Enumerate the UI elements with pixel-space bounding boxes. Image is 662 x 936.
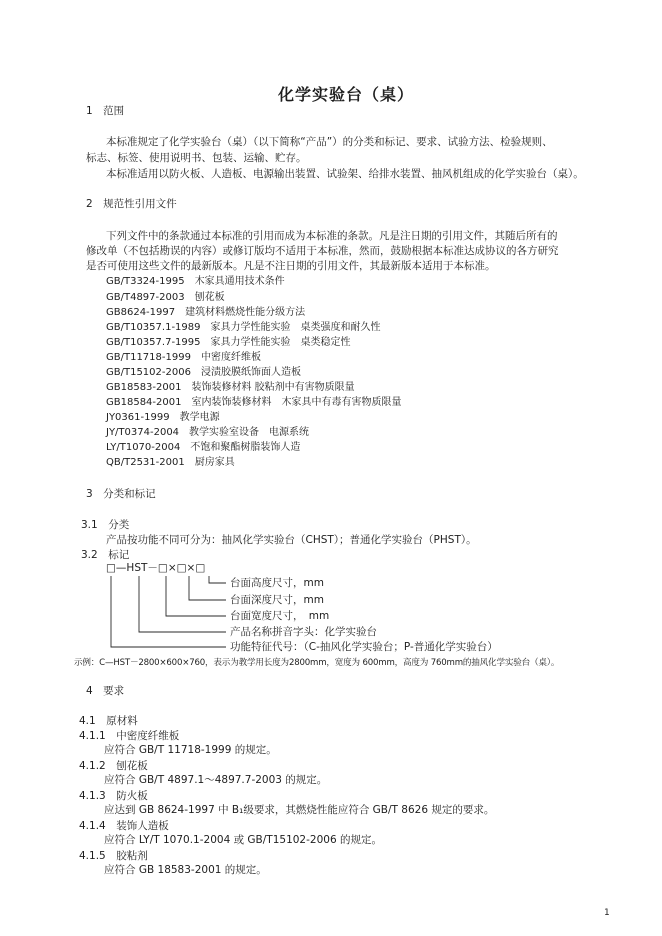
page-title: 化学实验台（桌）: [278, 85, 415, 104]
section-4-1-2-heading: 4.1.2 刨花板: [79, 760, 148, 772]
section-2-paragraph-line-3: 是否可使用这些文件的最新版本。凡是不注日期的引用文件，其最新版本适用于本标准。: [86, 260, 496, 272]
legend-height: 台面高度尺寸，mm: [230, 577, 324, 589]
legend-depth: 台面深度尺寸，mm: [230, 594, 324, 606]
reference-item: JY/T0374-2004 教学实验室设备 电源系统: [106, 427, 310, 438]
section-1-paragraph-2: 本标准适用以防火板、人造板、电源输出装置、试验架、给排水装置、抽风机组成的化学实验台（桌）。: [106, 168, 584, 180]
section-1-heading: 1 范围: [86, 105, 125, 117]
reference-item: GB/T3324-1995 木家具通用技术条件: [106, 276, 285, 287]
leader-line-depth: [189, 576, 226, 600]
section-1-paragraph-1-line-2: 标志、标签、使用说明书、包装、运输、贮存。: [86, 152, 307, 164]
reference-item: GB/T15102-2006 浸渍胶膜纸饰面人造板: [106, 367, 301, 378]
section-4-1-3-heading: 4.1.3 防火板: [79, 790, 148, 802]
section-3-1-heading: 3.1 分类: [81, 519, 130, 531]
reference-item: GB/T11718-1999 中密度纤维板: [106, 352, 261, 363]
section-4-1-5-heading: 4.1.5 胶粘剂: [79, 850, 148, 862]
leader-line-product-name: [139, 576, 226, 632]
legend-product-name: 产品名称拼音字头：化学实验台: [230, 626, 377, 638]
reference-item: GB/T10357.1-1989 家具力学性能实验 桌类强度和耐久性: [106, 322, 381, 333]
reference-item: GB/T4897-2003 刨花板: [106, 292, 225, 303]
reference-item: GB18584-2001 室内装饰装修材料 木家具中有毒有害物质限量: [106, 397, 402, 408]
reference-item: JY0361-1999 教学电源: [106, 412, 220, 423]
section-4-1-1-text: 应符合 GB/T 11718-1999 的规定。: [104, 744, 277, 756]
reference-item: QB/T2531-2001 厨房家具: [106, 457, 235, 468]
reference-item: LY/T1070-2004 不饱和聚酯树脂装饰人造: [106, 442, 301, 453]
leader-line-function-code: [111, 576, 226, 647]
section-4-1-2-text: 应符合 GB/T 4897.1～4897.7-2003 的规定。: [104, 774, 328, 786]
section-4-1-5-text: 应符合 GB 18583-2001 的规定。: [104, 864, 267, 876]
section-1-paragraph-1-line-1: 本标准规定了化学实验台（桌）（以下简称“产品”）的分类和标记、要求、试验方法、检验规则、: [106, 136, 553, 148]
section-3-heading: 3 分类和标记: [86, 488, 156, 500]
section-4-1-3-text: 应达到 GB 8624-1997 中 B₁级要求，其燃烧性能应符合 GB/T 8626 规定的要求。: [104, 804, 495, 816]
section-4-1-1-heading: 4.1.1 中密度纤维板: [79, 730, 180, 742]
section-2-paragraph-line-2: 修改单（不包括勘误的内容）或修订版均不适用于本标准，然而，鼓励根据本标准达成协议的各方研究: [86, 245, 559, 257]
section-4-1-heading: 4.1 原材料: [79, 715, 138, 727]
reference-item: GB/T10357.7-1995 家具力学性能实验 桌类稳定性: [106, 337, 351, 348]
section-3-2-heading: 3.2 标记: [81, 549, 130, 561]
leader-line-height: [209, 576, 226, 583]
marking-example: 示例：C—HST－2800×600×760，表示为教学用长度为2800mm，宽度为 600mm，高度为 760mm的抽风化学实验台（桌）。: [74, 658, 560, 668]
reference-item: GB18583-2001 装饰装修材料 胶粘剂中有害物质限量: [106, 382, 355, 393]
leader-line-width: [166, 576, 226, 616]
section-4-1-4-heading: 4.1.4 装饰人造板: [79, 820, 169, 832]
marking-code: □—HST－□×□×□: [106, 562, 206, 574]
section-4-1-4-text: 应符合 LY/T 1070.1-2004 或 GB/T15102-2006 的规定。: [104, 834, 382, 846]
page-number: 1: [604, 908, 610, 918]
legend-width: 台面宽度尺寸， mm: [230, 610, 330, 622]
section-2-heading: 2 规范性引用文件: [86, 198, 177, 210]
section-3-1-text: 产品按功能不同可分为：抽风化学实验台（CHST）；普通化学实验台（PHST）。: [106, 534, 477, 546]
section-4-heading: 4 要求: [86, 685, 125, 697]
section-2-paragraph-line-1: 下列文件中的条款通过本标准的引用而成为本标准的条款。凡是注日期的引用文件，其随后所有的: [106, 230, 558, 242]
reference-item: GB8624-1997 建筑材料燃烧性能分级方法: [106, 307, 306, 318]
legend-function-code: 功能特征代号：（C-抽风化学实验台；P-普通化学实验台）: [230, 641, 498, 653]
